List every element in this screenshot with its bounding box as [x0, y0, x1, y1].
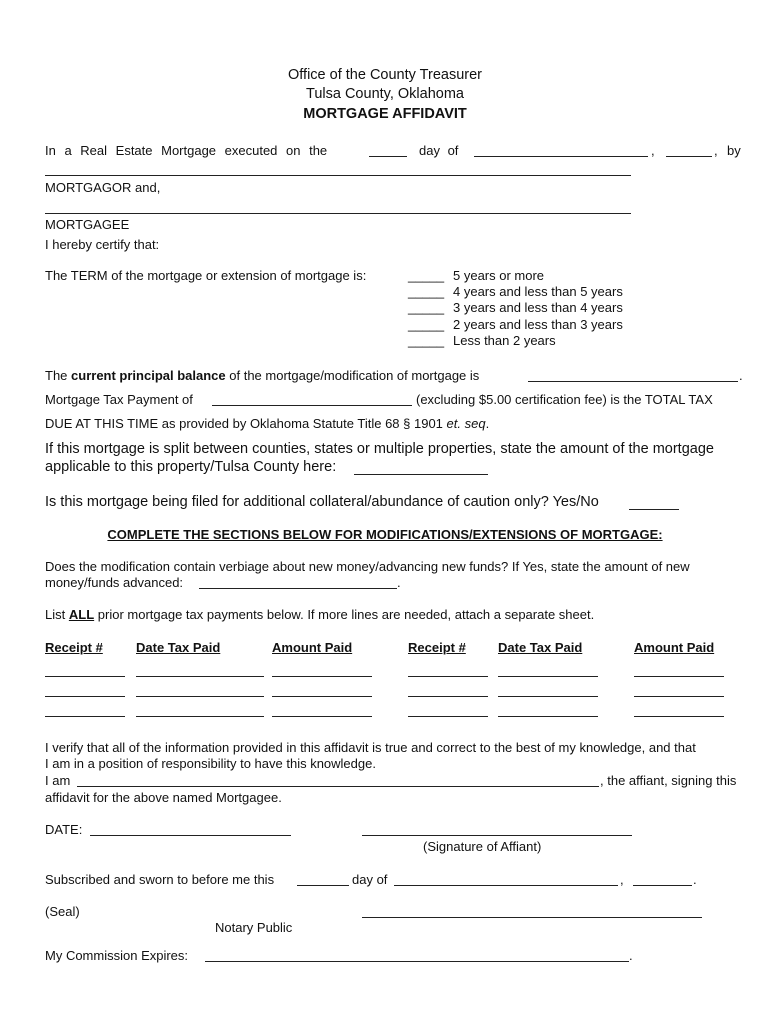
period-text: . — [693, 872, 697, 887]
col-header-date: Date Tax Paid — [498, 640, 583, 655]
affiant-name-field[interactable] — [77, 786, 599, 787]
sworn-year-field[interactable] — [633, 885, 692, 886]
split-amount-field[interactable] — [354, 474, 488, 475]
commission-label: My Commission Expires: — [45, 948, 189, 963]
notary-public-label: Notary Public — [215, 920, 293, 935]
receipt-field[interactable] — [45, 716, 125, 717]
split-text: If this mortgage is split between counties, states or multiple properties, state the amount of the mortgage — [45, 441, 714, 457]
certify-text: I hereby certify that: — [45, 237, 160, 252]
executed-year-field[interactable] — [666, 156, 712, 157]
verify-text-2: I am in a position of responsibility to have this knowledge. — [45, 756, 376, 771]
balance-text: The current principal balance of the mortgage/modification of mortgage is — [45, 368, 480, 383]
seal-label: (Seal) — [45, 904, 80, 919]
sworn-month-field[interactable] — [394, 885, 618, 886]
date-field[interactable] — [90, 835, 291, 836]
mortgagor-label: MORTGAGOR and, — [45, 180, 161, 195]
receipt-field[interactable] — [408, 676, 488, 677]
receipt-field[interactable] — [408, 696, 488, 697]
new-funds-field[interactable] — [199, 588, 397, 589]
date-paid-field[interactable] — [136, 696, 264, 697]
collateral-answer-field[interactable] — [629, 509, 679, 510]
by-text: by — [727, 143, 741, 158]
term-option-label: 5 years or more — [453, 268, 545, 283]
amount-paid-field[interactable] — [634, 716, 724, 717]
verify-text-4: affidavit for the above named Mortgagee. — [45, 790, 282, 805]
date-label: DATE: — [45, 822, 83, 837]
period-text: . — [739, 368, 743, 383]
comma-text: , — [651, 143, 655, 158]
amount-paid-field[interactable] — [272, 716, 372, 717]
term-option-blank[interactable]: _____ — [408, 333, 445, 348]
executed-month-field[interactable] — [474, 156, 648, 157]
intro-text: In a Real Estate Mortgage executed on the — [45, 143, 328, 158]
amount-paid-field[interactable] — [634, 696, 724, 697]
term-option-blank[interactable]: _____ — [408, 268, 445, 283]
col-header-receipt: Receipt # — [45, 640, 103, 655]
amount-paid-field[interactable] — [634, 676, 724, 677]
term-option-label: 2 years and less than 3 years — [453, 317, 623, 332]
term-option-blank[interactable]: _____ — [408, 300, 445, 315]
prior-payments-text: List ALL prior mortgage tax payments below. If more lines are needed, attach a separate sheet. — [45, 607, 595, 622]
affiant-signature-field[interactable] — [362, 835, 632, 836]
statute-text: DUE AT THIS TIME as provided by Oklahoma Statute Title 68 § 1901 et. seq. — [45, 416, 490, 431]
affiant-text: , the affiant, signing this — [600, 773, 737, 788]
principal-balance-field[interactable] — [528, 381, 738, 382]
tax-payment-text: (excluding $5.00 certification fee) is the TOTAL TAX — [416, 392, 713, 407]
term-option-label: 4 years and less than 5 years — [453, 284, 623, 299]
sworn-text: Subscribed and sworn to before me this — [45, 872, 275, 887]
receipt-field[interactable] — [45, 696, 125, 697]
date-paid-field[interactable] — [498, 716, 598, 717]
split-text-2: applicable to this property/Tulsa County here: — [45, 459, 337, 475]
period-text: . — [629, 948, 633, 963]
date-paid-field[interactable] — [498, 696, 598, 697]
section-heading: COMPLETE THE SECTIONS BELOW FOR MODIFICATIONS/EXTENSIONS OF MORTGAGE: — [107, 527, 663, 542]
mortgagor-field[interactable] — [45, 175, 631, 176]
term-option-blank[interactable]: _____ — [408, 284, 445, 299]
col-header-receipt: Receipt # — [408, 640, 466, 655]
verify-text: I verify that all of the information provided in this affidavit is true and correct to the best of my knowledge, and that — [45, 740, 696, 755]
commission-expires-field[interactable] — [205, 961, 629, 962]
receipt-field[interactable] — [408, 716, 488, 717]
mortgagee-label: MORTGAGEE — [45, 217, 130, 232]
term-option-blank[interactable]: _____ — [408, 317, 445, 332]
col-header-amount: Amount Paid — [634, 640, 715, 655]
comma-text: , — [620, 872, 624, 887]
county-title: Tulsa County, Oklahoma — [306, 86, 464, 102]
signature-label: (Signature of Affiant) — [423, 839, 542, 854]
col-header-date: Date Tax Paid — [136, 640, 221, 655]
term-option-label: Less than 2 years — [453, 333, 556, 348]
mortgagee-field[interactable] — [45, 213, 631, 214]
day-of-text: day of — [419, 143, 459, 158]
date-paid-field[interactable] — [136, 676, 264, 677]
term-option-label: 3 years and less than 4 years — [453, 300, 623, 315]
notary-signature-field[interactable] — [362, 917, 702, 918]
period-text: . — [397, 575, 401, 590]
executed-day-field[interactable] — [369, 156, 407, 157]
comma-text: , — [714, 143, 718, 158]
collateral-question: Is this mortgage being filed for additional collateral/abundance of caution only? Yes/No — [45, 494, 599, 510]
term-label: The TERM of the mortgage or extension of mortgage is: — [45, 268, 367, 283]
col-header-amount: Amount Paid — [272, 640, 353, 655]
office-title: Office of the County Treasurer — [288, 67, 482, 83]
page-title: MORTGAGE AFFIDAVIT — [303, 106, 467, 122]
date-paid-field[interactable] — [498, 676, 598, 677]
i-am-text: I am — [45, 773, 71, 788]
sworn-day-field[interactable] — [297, 885, 349, 886]
sworn-day-of-text: day of — [352, 872, 388, 887]
amount-paid-field[interactable] — [272, 696, 372, 697]
tax-payment-label: Mortgage Tax Payment of — [45, 392, 193, 407]
tax-payment-field[interactable] — [212, 405, 412, 406]
modification-question: Does the modification contain verbiage about new money/advancing new funds? If Yes, state the amount of new — [45, 559, 690, 574]
date-paid-field[interactable] — [136, 716, 264, 717]
receipt-field[interactable] — [45, 676, 125, 677]
amount-paid-field[interactable] — [272, 676, 372, 677]
modification-question-2: money/funds advanced: — [45, 575, 184, 590]
